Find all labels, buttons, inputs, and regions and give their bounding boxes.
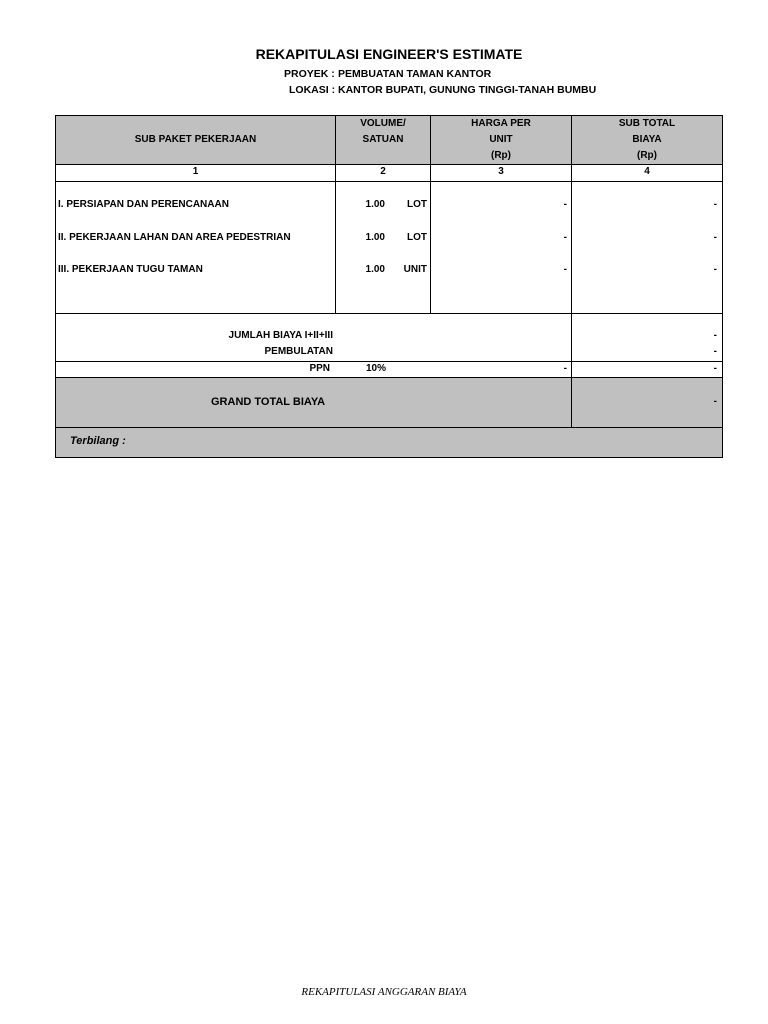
row-price: - <box>563 264 567 275</box>
grand-total-label: GRAND TOTAL BIAYA <box>211 396 326 408</box>
header-satuan: SATUAN <box>362 134 404 145</box>
jumlah-label: JUMLAH BIAYA I+II+III <box>228 330 333 341</box>
proyek-value: PEMBUATAN TAMAN KANTOR <box>338 68 492 80</box>
row-volume: 1.00 <box>365 232 385 243</box>
row-divider <box>55 361 723 362</box>
row-name: I. PERSIAPAN DAN PERENCANAAN <box>58 199 229 210</box>
header-rp: (Rp) <box>491 150 511 161</box>
row-divider <box>55 164 723 165</box>
grand-total-band <box>56 378 722 457</box>
document-title: REKAPITULASI ENGINEER'S ESTIMATE <box>255 46 523 62</box>
column-number: 3 <box>498 166 504 177</box>
row-unit: LOT <box>407 199 427 210</box>
ppn-base: - <box>563 363 567 374</box>
row-price: - <box>563 199 567 210</box>
ppn-rate: 10% <box>366 363 387 374</box>
ppn-label: PPN <box>309 363 330 374</box>
terbilang-label: Terbilang : <box>70 435 126 447</box>
row-subtotal: - <box>713 232 717 243</box>
pembulatan-value: - <box>713 346 717 357</box>
row-unit: UNIT <box>403 264 427 275</box>
row-divider <box>55 313 723 314</box>
row-name: III. PEKERJAAN TUGU TAMAN <box>58 264 203 275</box>
row-subtotal: - <box>713 264 717 275</box>
row-volume: 1.00 <box>365 199 385 210</box>
row-name: II. PEKERJAAN LAHAN DAN AREA PEDESTRIAN <box>58 232 291 243</box>
proyek-label: PROYEK : <box>284 68 335 80</box>
page-footer: REKAPITULASI ANGGARAN BIAYA <box>301 986 467 998</box>
row-volume: 1.00 <box>365 264 385 275</box>
pembulatan-label: PEMBULATAN <box>264 346 333 357</box>
header-subtotal: SUB TOTAL <box>618 118 676 129</box>
column-number: 4 <box>644 166 650 177</box>
row-divider <box>55 181 723 182</box>
lokasi-value: KANTOR BUPATI, GUNUNG TINGGI-TANAH BUMBU <box>338 84 597 96</box>
header-harga: HARGA PER <box>471 118 531 129</box>
row-unit: LOT <box>407 232 427 243</box>
column-number: 2 <box>380 166 386 177</box>
row-divider <box>55 377 723 378</box>
jumlah-value: - <box>713 330 717 341</box>
ppn-value: - <box>713 363 717 374</box>
row-divider <box>55 427 723 428</box>
row-price: - <box>563 232 567 243</box>
grand-total-value: - <box>713 396 717 407</box>
header-sub-paket: SUB PAKET PEKERJAAN <box>134 134 257 145</box>
header-volume: VOLUME/ <box>360 118 406 129</box>
header-unit: UNIT <box>489 134 513 145</box>
header-rp: (Rp) <box>637 150 657 161</box>
column-number: 1 <box>192 166 199 177</box>
row-subtotal: - <box>713 199 717 210</box>
lokasi-label: LOKASI : <box>289 84 336 96</box>
header-biaya: BIAYA <box>632 134 662 145</box>
